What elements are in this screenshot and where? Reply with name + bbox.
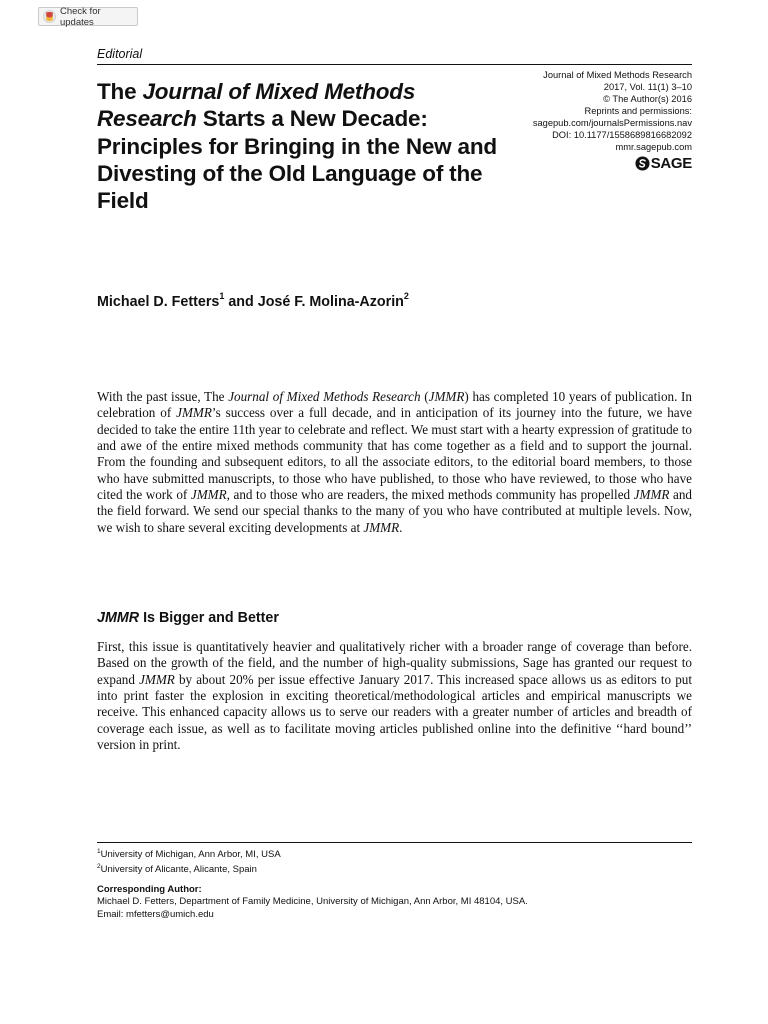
affiliation-marker: 1: [97, 848, 101, 855]
affiliations: [97, 846, 692, 877]
article-title: [97, 78, 507, 214]
sage-logo: [635, 155, 692, 172]
author-2-affiliation: 2: [403, 291, 409, 301]
text-run: ) has completed 10 years of publication. In celebration of: [97, 389, 693, 421]
section-paragraph: [97, 639, 692, 753]
text-run: by about 20% per issue effective January 2017. This increased space allows us as editors to put into print faster the explosion in exciting theoretical/methodological articles and empirical manuscripts we receive. This enhanced capacity allows us to serve our readers with a greater number of articles and breadth of coverage each issue, as well as to facilitate moving articles published online into the definitive ‘‘hard bound’’ version in print.: [97, 671, 692, 753]
italic-run: JMMR: [363, 519, 400, 535]
affiliation-2: [97, 861, 692, 876]
corresponding-label: Corresponding Author:: [97, 884, 202, 895]
corresponding-email[interactable]: Email: mfetters@umich.edu: [97, 908, 214, 920]
author-conjunction: and: [224, 293, 258, 310]
section-label: Editorial: [97, 47, 143, 61]
title-part-2: Starts a New Decade: Principles for Bringing in the New and Divesting of the Old Language of the Field: [97, 106, 497, 214]
italic-run: JMMR: [428, 389, 465, 404]
header-rule: [97, 64, 692, 65]
check-for-updates-label: Check for updates: [59, 5, 101, 28]
corresponding-author: [97, 884, 692, 921]
journal-site-link[interactable]: mmr.sagepub.com: [615, 142, 692, 152]
title-part-1: The: [97, 79, 143, 104]
heading-italic: JMMR: [97, 610, 140, 626]
section-heading: [97, 610, 279, 626]
check-for-updates-button[interactable]: [38, 7, 138, 26]
italic-run: JMMR: [633, 487, 670, 503]
italic-run: JMMR: [176, 405, 212, 421]
journal-volume: 2017, Vol. 11(1) 3–10: [603, 82, 692, 92]
corresponding-address: Michael D. Fetters, Department of Family Medicine, University of Michigan, Ann Arbor, MI 48104, USA.: [97, 896, 528, 908]
copyright: © The Author(s) 2016: [603, 94, 692, 104]
reprints-label: Reprints and permissions:: [584, 106, 692, 116]
affiliation-text: University of Michigan, Ann Arbor, MI, USA: [100, 849, 281, 861]
text-run: First, this issue is quantitatively heavier and qualitatively richer with a broader range of coverage than before. Based on the growth of the field, and the number of high-quality submissions, Sage has granted our request to expand: [97, 639, 692, 687]
italic-run: JMMR: [139, 671, 175, 687]
permissions-link[interactable]: sagepub.com/journalsPermissions.nav: [532, 118, 692, 128]
author-2: José F. Molina-Azorin: [257, 293, 404, 310]
sage-s-icon: [635, 156, 650, 171]
title-journal-name: Journal of Mixed Methods Research: [97, 79, 416, 132]
text-run: and the field forward. We send our special thanks to the many of you who have contributed at multiple levels. Now, we wish to share several exciting developments at: [97, 487, 692, 535]
doi[interactable]: DOI: 10.1177/1558689816682092: [552, 130, 692, 140]
text-run: ’s success over a full decade, and in anticipation of its journey into the future, we have decided to take the entire 11th year to celebrate and reflect. We must start with a hearty expression of gratitude to and awe of the entire mixed methods community that has come together as a field and to support the journal. From the founding and subsequent editors, to all the associate editors, to the editorial board members, to those who have submitted manuscripts, to those who have published, to those who have reviewed, to those who have cited the work of: [97, 405, 692, 503]
text-run: .: [399, 519, 403, 535]
italic-run: JMMR: [190, 487, 227, 503]
text-run: With the past issue, The: [97, 389, 229, 404]
journal-name: Journal of Mixed Methods Research: [543, 70, 692, 80]
author-1: Michael D. Fetters: [97, 293, 220, 310]
intro-paragraph: [97, 389, 692, 536]
italic-run: Journal of Mixed Methods Research: [228, 389, 421, 404]
affiliation-marker: 2: [97, 863, 101, 871]
sage-wordmark: SAGE: [650, 155, 692, 172]
affiliation-text: University of Alicante, Alicante, Spain: [100, 864, 257, 876]
author-1-affiliation: 1: [219, 291, 225, 301]
footnote-rule: [97, 842, 692, 843]
text-run: (: [420, 389, 429, 404]
affiliation-1: [97, 846, 692, 861]
heading-rest: Is Bigger and Better: [139, 610, 279, 626]
author-line: [97, 292, 409, 310]
text-run: , and to those who are readers, the mixed methods community has propelled: [226, 487, 634, 503]
crossmark-icon: [43, 10, 56, 23]
